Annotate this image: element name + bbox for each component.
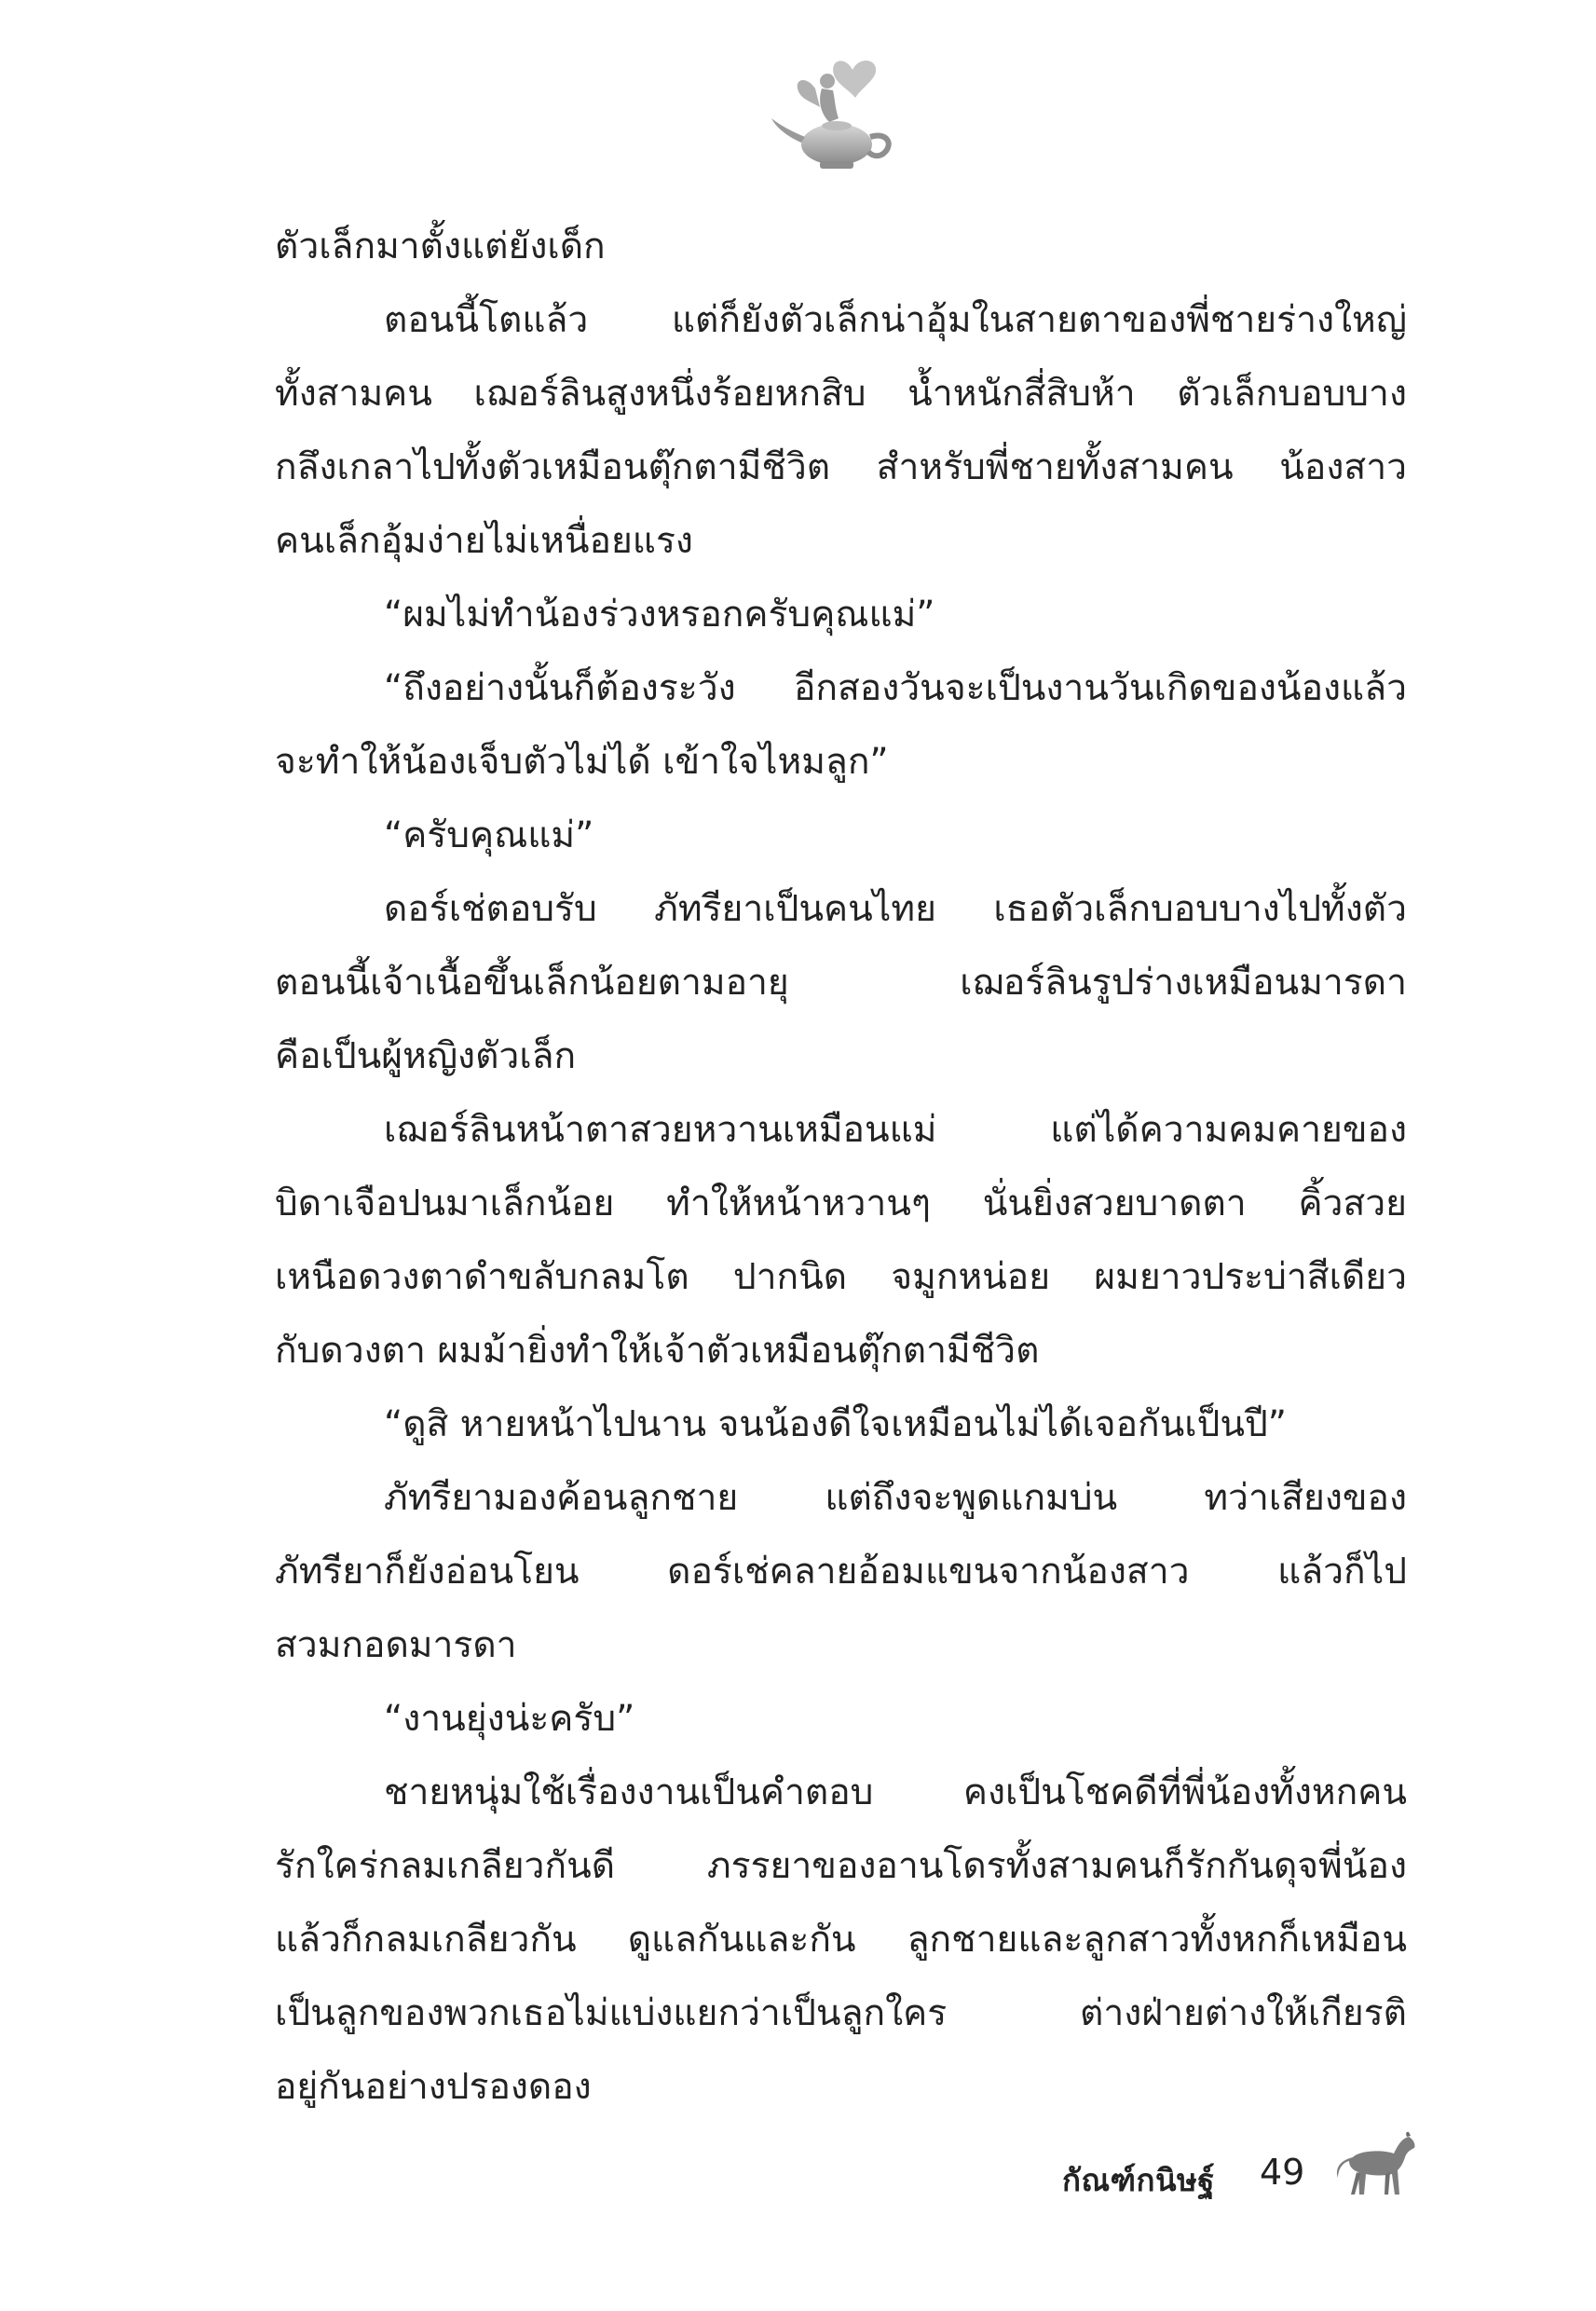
text-line: ภัทรียาก็ยังอ่อนโยน ดอร์เช่คลายอ้อมแขนจากน้องสาว แล้วก็ไป <box>275 1551 1407 1593</box>
horse-icon <box>1332 2129 1421 2204</box>
text-line: ตอนนี้โตแล้ว แต่ก็ยังตัวเล็กน่าอุ้มในสายตาของพี่ชายร่างใหญ่ <box>384 299 1407 341</box>
text-line: กับดวงตา ผมม้ายิ่งทำให้เจ้าตัวเหมือนตุ๊กตามีชีวิต <box>275 1330 1040 1372</box>
text-line: “ดูสิ หายหน้าไปนาน จนน้องดีใจเหมือนไม่ได้เจอกันเป็นปี” <box>384 1403 1287 1445</box>
text-line: “งานยุ่งน่ะครับ” <box>384 1698 635 1740</box>
text-line: “ผมไม่ทำน้องร่วงหรอกครับคุณแม่” <box>384 594 935 636</box>
text-line: คือเป็นผู้หญิงตัวเล็ก <box>275 1035 577 1077</box>
text-line: สวมกอดมารดา <box>275 1624 517 1666</box>
body-text <box>275 210 1407 2124</box>
text-line: บิดาเจือปนมาเล็กน้อย ทำให้หน้าหวานๆ นั่นยิ่งสวยบาดตา คิ้วสวย <box>275 1183 1407 1224</box>
text-line: เหนือดวงตาดำขลับกลมโต ปากนิด จมูกหน่อย ผมยาวประบ่าสีเดียว <box>275 1256 1407 1298</box>
text-line: รักใคร่กลมเกลียวกันดี ภรรยาของอานโดรทั้งสามคนก็รักกันดุจพี่น้อง <box>275 1845 1407 1887</box>
text-line: “ถึงอย่างนั้นก็ต้องระวัง อีกสองวันจะเป็นงานวันเกิดของน้องแล้ว <box>384 667 1407 709</box>
text-line: ทั้งสามคน เฌอร์ลินสูงหนึ่งร้อยหกสิบ น้ำหนักสี่สิบห้า ตัวเล็กบอบบาง <box>275 373 1407 415</box>
teapot-cupid-ornament-icon <box>764 51 904 182</box>
text-line: ภัทรียามองค้อนลูกชาย แต่ถึงจะพูดแกมบ่น ทว่าเสียงของ <box>384 1477 1407 1519</box>
text-line: ตัวเล็กมาตั้งแต่ยังเด็ก <box>275 226 606 267</box>
text-line: “ครับคุณแม่” <box>384 814 594 856</box>
page-number: 49 <box>1260 2152 1305 2193</box>
book-title: กัณฑ์กนิษฐ์ <box>1062 2162 1215 2198</box>
text-line: ตอนนี้เจ้าเนื้อขึ้นเล็กน้อยตามอายุ เฌอร์ลินรูปร่างเหมือนมารดา <box>275 962 1407 1004</box>
page-footer <box>1062 2129 1416 2204</box>
text-line: กลึงเกลาไปทั้งตัวเหมือนตุ๊กตามีชีวิต สำหรับพี่ชายทั้งสามคน น้องสาว <box>275 446 1407 488</box>
text-line: แล้วก็กลมเกลียวกัน ดูแลกันและกัน ลูกชายและลูกสาวทั้งหกก็เหมือน <box>275 1919 1407 1961</box>
text-line: ดอร์เช่ตอบรับ ภัทรียาเป็นคนไทย เธอตัวเล็กบอบบางไปทั้งตัว <box>384 888 1407 930</box>
text-line: ชายหนุ่มใช้เรื่องงานเป็นคำตอบ คงเป็นโชคดีที่พี่น้องทั้งหกคน <box>384 1771 1407 1813</box>
text-line: อยู่กันอย่างปรองดอง <box>275 2066 592 2108</box>
text-line: คนเล็กอุ้มง่ายไม่เหนื่อยแรง <box>275 520 693 562</box>
text-line: จะทำให้น้องเจ็บตัวไม่ได้ เข้าใจไหมลูก” <box>275 741 889 783</box>
text-line: เฌอร์ลินหน้าตาสวยหวานเหมือนแม่ แต่ได้ความคมคายของ <box>384 1109 1407 1151</box>
text-line: เป็นลูกของพวกเธอไม่แบ่งแยกว่าเป็นลูกใคร ต่างฝ่ายต่างให้เกียรติ <box>275 1992 1407 2034</box>
